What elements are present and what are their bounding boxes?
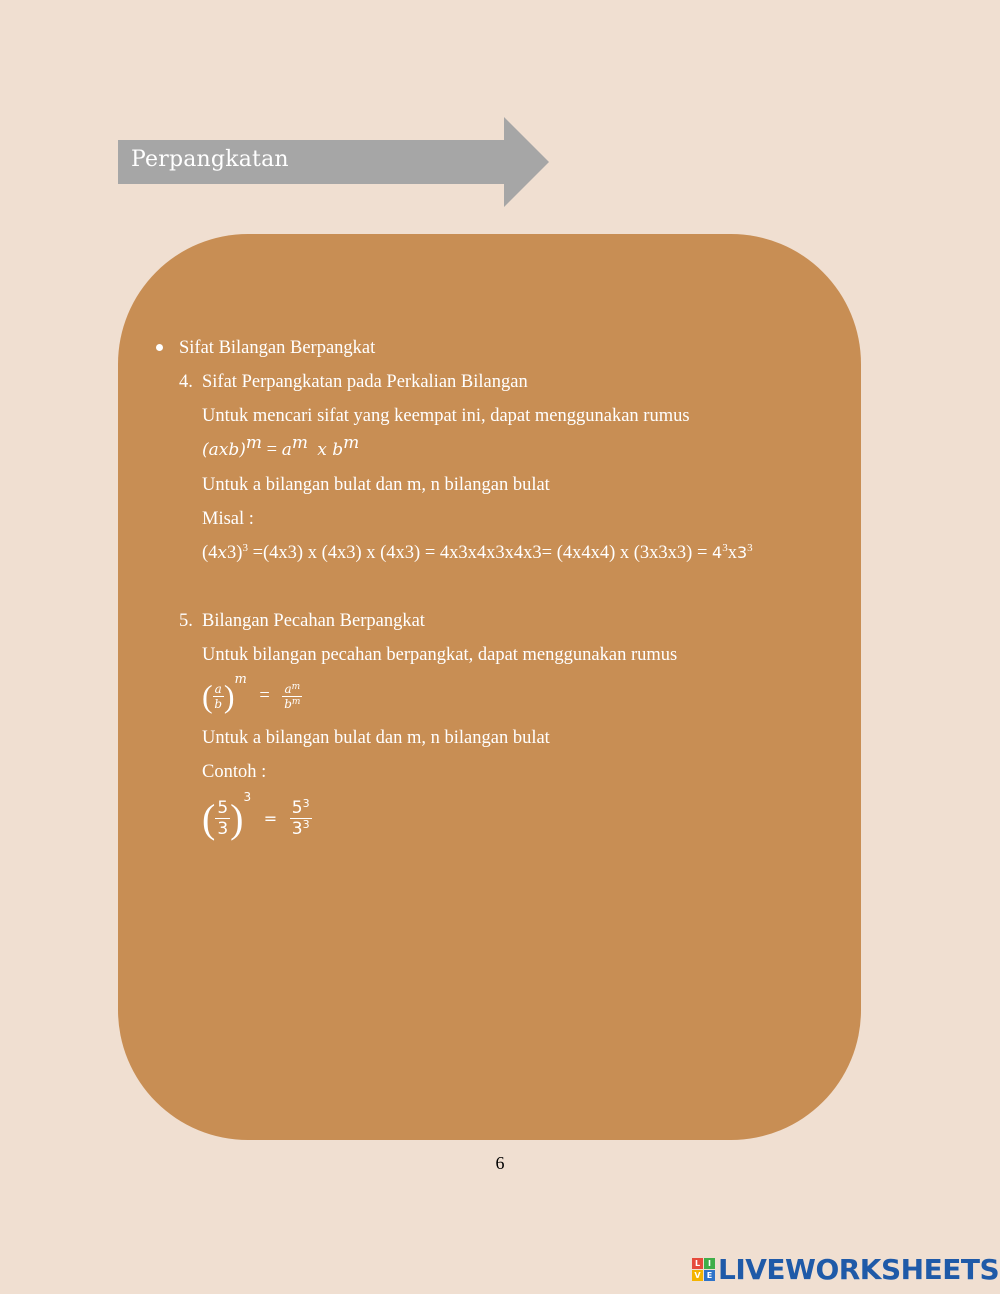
bullet-dot-icon (156, 344, 163, 351)
item4-example-label: Misal : (202, 509, 254, 529)
logo-grid-icon: L I V E (692, 1258, 715, 1281)
item5-title: Bilangan Pecahan Berpangkat (202, 611, 425, 631)
item5-example: ( $\frac{5}{3}$ )$^3$ = $\frac{5^3}{3^3}$ (202, 789, 310, 841)
item5-condition: Untuk a bilangan bulat dan m, n bilangan bulat (202, 728, 550, 748)
item4-title: Sifat Perpangkatan pada Perkalian Bilangan (202, 372, 528, 392)
item5-example-label: Contoh : (202, 762, 267, 782)
item4-number: 4. (179, 372, 193, 392)
page-number: 6 (495, 1153, 505, 1173)
item4-example-middle: =(4x3) x (4x3) x (4x3) = 4x3x4x3x4x3= (4x4x4) x (3x3x3) = (247, 543, 713, 563)
item5-number: 5. (179, 611, 193, 631)
logo-text: LIVEWORKSHEETS (718, 1252, 1000, 1286)
content-card (118, 234, 861, 1140)
liveworksheets-logo[interactable] (692, 1253, 999, 1285)
item4-intro: Untuk mencari sifat yang keempat ini, dapat menggunakan rumus (202, 406, 690, 426)
item4-example: $(4x3)^3 =(4x3)$ x (4x3) x (4x3) = 4x3x4x3x4x3= (4x4x4) x $(3x3x3) = 4^3x3^3$ (202, 542, 753, 563)
item4-formula: $(axb)^m = a^m$ x $b^m$ (202, 433, 360, 460)
page-title: Perpangkatan (131, 147, 289, 172)
item5-formula: ( $\frac{a}{b}$ )$^m$ = $\frac{a^m}{b^m}$ (202, 671, 301, 714)
section-heading: Sifat Bilangan Berpangkat (179, 338, 376, 358)
title-arrow-banner (118, 117, 550, 207)
item4-condition: Untuk a bilangan bulat dan m, n bilangan bulat (202, 475, 550, 495)
item5-intro: Untuk bilangan pecahan berpangkat, dapat menggunakan rumus (202, 645, 678, 665)
